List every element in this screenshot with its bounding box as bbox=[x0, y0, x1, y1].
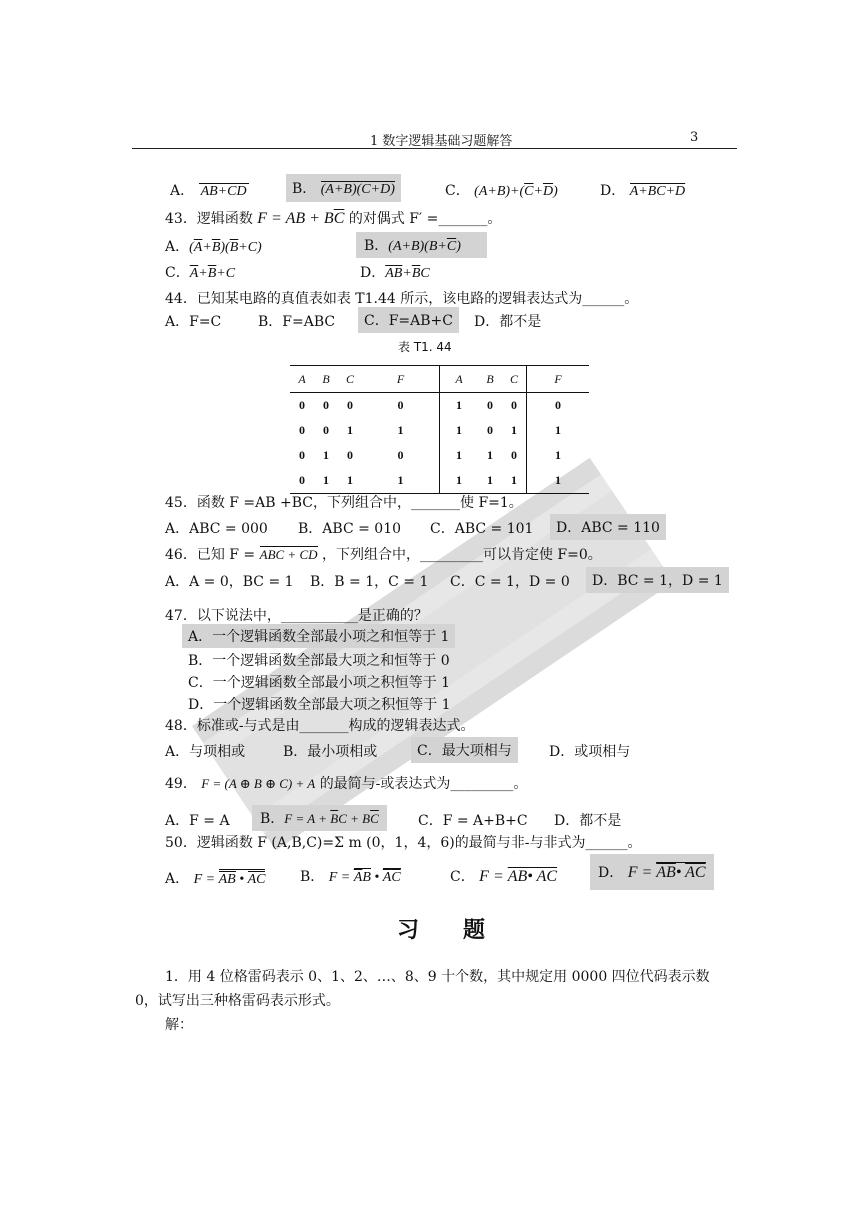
table-cell: 0 bbox=[511, 448, 517, 462]
th-c1: C bbox=[345, 371, 354, 386]
table-cell: 1 bbox=[440, 418, 479, 443]
table-cell: 0 bbox=[527, 393, 590, 419]
table-row bbox=[290, 393, 589, 419]
q47-option-a[interactable]: A．一个逻辑函数全部最小项之和恒等于 1 bbox=[182, 624, 455, 648]
table-cell: 1 bbox=[511, 473, 517, 487]
q45-option-d[interactable]: D．ABC = 110 bbox=[550, 514, 666, 540]
q44-option-b[interactable]: B．F=ABC bbox=[258, 314, 336, 330]
table-cell: 0 bbox=[299, 473, 305, 487]
q43-option-d[interactable]: D．$\overline{A}\overline{B}+\overline{B}C$ bbox=[360, 265, 430, 281]
q48-stem: 48．标准或-与式是由_______构成的逻辑表达式。 bbox=[165, 718, 475, 734]
q45-option-a[interactable]: A．ABC = 000 bbox=[165, 521, 268, 537]
table-cell: 0 bbox=[347, 398, 353, 412]
th-a2: A bbox=[440, 366, 479, 393]
header-title: 1 数字逻辑基础习题解答 bbox=[370, 134, 513, 149]
q48-option-c[interactable]: C．最大项相与 bbox=[411, 737, 518, 763]
th-f2: F bbox=[527, 366, 590, 393]
q49-option-c[interactable]: C．F = A+B+C bbox=[418, 813, 528, 829]
table-cell: 0 bbox=[487, 423, 493, 437]
table-cell: 1 bbox=[347, 423, 353, 437]
q46-stem: 46．已知 F = ABC + CD ，下列组合中，_________可以肯定使 F=0。 bbox=[165, 547, 602, 563]
table-cell: 1 bbox=[487, 448, 493, 462]
exercise1-answer-label: 解： bbox=[165, 1017, 193, 1033]
q47-option-d[interactable]: D．一个逻辑函数全部最大项之积恒等于 1 bbox=[188, 697, 451, 713]
q43-option-a[interactable]: A．$(\overline{A}+\overline{B})(\overline{B}+C)$ bbox=[165, 239, 262, 255]
table-cell: 1 bbox=[487, 473, 493, 487]
page-number: 3 bbox=[690, 130, 699, 145]
q45-stem: 45．函数 F =AB +BC，下列组合中，_______使 F=1。 bbox=[165, 495, 523, 511]
table-cell: 1 bbox=[527, 443, 590, 468]
q43-stem: 43．逻辑函数 F = AB + $B\overline{C}$ 的对偶式 F′ =_______。 bbox=[165, 210, 502, 227]
q50-option-c[interactable]: C． $F = \overline{AB}•$ $\overline{AC}$ bbox=[450, 868, 558, 885]
q50-stem: 50．逻辑函数 F (A,B,C)=Σ m (0，1，4，6)的最简与非-与非式为______。 bbox=[165, 835, 642, 851]
q49-option-b[interactable]: B．$F = A + \overline{B}C + B\overline{C}$ bbox=[252, 805, 387, 831]
th-c2: C bbox=[509, 371, 518, 386]
truth-table bbox=[290, 365, 589, 494]
table-cell: 1 bbox=[440, 393, 479, 419]
table-cell: 0 bbox=[347, 448, 353, 462]
table-cell: 1 bbox=[527, 418, 590, 443]
exercise1-line1: 1．用 4 位格雷码表示 0、1、2、…、8、9 十个数，其中规定用 0000 四位代码表示数 bbox=[165, 969, 710, 985]
th-f1: F bbox=[396, 371, 405, 386]
q42-option-d[interactable]: D． $A+B\overline{C}+\overline{D}$ bbox=[600, 183, 686, 199]
table-row bbox=[290, 418, 589, 443]
q46-option-d[interactable]: D．BC = 1，D = 1 bbox=[586, 567, 729, 593]
q50-option-a[interactable]: A． F = AB • AC bbox=[165, 871, 266, 887]
table-cell: 0 bbox=[323, 398, 329, 412]
q44-option-a[interactable]: A．F=C bbox=[165, 314, 222, 330]
q46-option-b[interactable]: B．B = 1，C = 1 bbox=[310, 574, 429, 590]
table-row bbox=[290, 443, 589, 468]
table-cell: 1 bbox=[397, 473, 404, 487]
q44-option-c[interactable]: C．F=AB+C bbox=[358, 307, 459, 333]
q49-option-a[interactable]: A．F = A bbox=[165, 813, 230, 829]
exercise1-line2: 0，试写出三种格雷码表示形式。 bbox=[135, 993, 340, 1009]
table-cell: 1 bbox=[323, 473, 329, 487]
th-b2: B bbox=[486, 371, 494, 386]
th-a1: A bbox=[298, 371, 306, 386]
q47-option-c[interactable]: C．一个逻辑函数全部最小项之积恒等于 1 bbox=[188, 675, 451, 691]
q47-option-b[interactable]: B．一个逻辑函数全部最大项之和恒等于 0 bbox=[188, 653, 450, 669]
q43-option-c[interactable]: C．$\overline{A}+\overline{B}+C$ bbox=[165, 265, 236, 281]
section-title: 习 题 bbox=[397, 918, 486, 943]
q43-option-b[interactable]: B．$(A+B)(B+\overline{C})$ bbox=[356, 232, 487, 258]
table-cell: 1 bbox=[440, 443, 479, 468]
q42-option-c[interactable]: C． $(A+B)+(\overline{C}+\overline{D})$ bbox=[445, 183, 558, 199]
table-cell: 0 bbox=[299, 423, 305, 437]
q48-option-d[interactable]: D．或项相与 bbox=[549, 744, 631, 760]
table-cell: 0 bbox=[299, 398, 305, 412]
table-cell: 1 bbox=[323, 448, 329, 462]
table-cell: 0 bbox=[511, 398, 517, 412]
q49-stem: 49． F = (A ⊕ B ⊕ C) + A 的最简与-或表达式为_________。 bbox=[165, 776, 528, 792]
q50-option-d[interactable]: D． $F = \overline{A}\overline{B}•$ $\overline{A}\overline{C}$ bbox=[590, 854, 714, 890]
table-cell: 0 bbox=[397, 398, 404, 412]
q48-option-b[interactable]: B．最小项相或 bbox=[283, 744, 378, 760]
q42-option-a[interactable]: A． $AB+\overline{C}\overline{D}$ bbox=[170, 183, 247, 199]
table-cell: 0 bbox=[397, 448, 404, 462]
q42-option-b[interactable]: B． $(A+B)(\overline{C}+\overline{D})$ bbox=[286, 174, 401, 202]
table-cell: 1 bbox=[397, 423, 404, 437]
q44-stem: 44．已知某电路的真值表如表 T1.44 所示，该电路的逻辑表达式为______。 bbox=[165, 291, 639, 307]
q49-option-d[interactable]: D．都不是 bbox=[554, 813, 622, 829]
q46-option-c[interactable]: C．C = 1，D = 0 bbox=[450, 574, 570, 590]
table-cell: 1 bbox=[527, 468, 590, 494]
header-rule bbox=[132, 148, 737, 149]
table-cell: 1 bbox=[511, 423, 517, 437]
q45-option-c[interactable]: C．ABC = 101 bbox=[430, 521, 534, 537]
q48-option-a[interactable]: A．与项相或 bbox=[165, 744, 246, 760]
table-cell: 0 bbox=[299, 448, 305, 462]
q50-option-b[interactable]: B． $F = \overline{A}B$ • $\overline{A}\overline{C}$ bbox=[300, 869, 401, 885]
table-caption: 表 T1. 44 bbox=[398, 340, 452, 354]
table-cell: 0 bbox=[323, 423, 329, 437]
th-b1: B bbox=[322, 371, 330, 386]
q46-option-a[interactable]: A．A = 0，BC = 1 bbox=[165, 574, 294, 590]
table-cell: 1 bbox=[347, 473, 353, 487]
table-row bbox=[290, 468, 589, 494]
q44-option-d[interactable]: D．都不是 bbox=[474, 314, 542, 330]
table-cell: 1 bbox=[440, 468, 479, 494]
q45-option-b[interactable]: B．ABC = 010 bbox=[298, 521, 402, 537]
q47-stem: 47．以下说法中，___________是正确的？ bbox=[165, 608, 428, 624]
table-cell: 0 bbox=[487, 398, 493, 412]
